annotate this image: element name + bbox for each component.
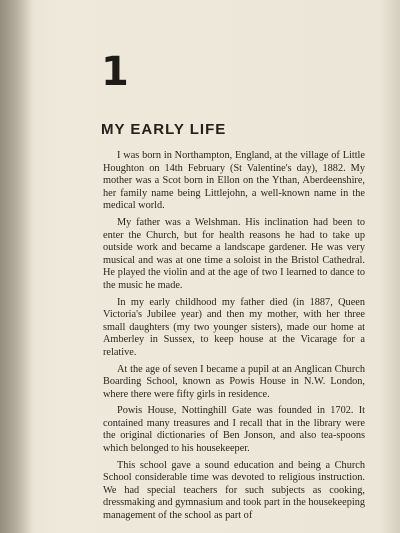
- paragraph: My father was a Welshman. His inclination had been to enter the Church, but for health reasons he had to take up outside work and became a landscape gardener. He was very musical and was at one time a soloist in the Bristol Cathedral. He played the violin and at the age of two I learned to dance to the music he made.: [103, 216, 365, 291]
- chapter-number: 1: [101, 49, 129, 95]
- gutter-shadow: [0, 0, 34, 533]
- paragraph: In my early childhood my father died (in 1887, Queen Victoria's Jubilee year) and then my mother, with her three small daughters (my two younger sisters), made our home at Amberley in Sussex, to keep house at the Vicarage for a relative.: [103, 296, 365, 358]
- paragraph: I was born in Northampton, England, at the village of Little Houghton on 14th February (St Valentine's day), 1882. My mother was a Scot born in Ellon on the Ythan, Aberdeenshire, her family name being Littlejohn, a well-known name in the medical world.: [103, 150, 365, 212]
- chapter-body: [103, 150, 365, 527]
- chapter-title: MY EARLY LIFE: [101, 121, 227, 138]
- paragraph: At the age of seven I became a pupil at an Anglican Church Boarding School, known as Powis House in N.W. London, where there were fifty girls in residence.: [103, 363, 365, 400]
- paragraph: This school gave a sound education and being a Church School considerable time was devoted to religious instruction. We had special teachers for such subjects as cooking, dressmaking and gymnasium and took part in the housekeeping management of the school as part of: [103, 459, 365, 522]
- book-page: [30, 0, 400, 533]
- paragraph: Powis House, Nottinghill Gate was founded in 1702. It contained many treasures and I recall that in the library were the original dictionaries of Ben Jonson, and also tea-spoons which belonged to his housekeeper.: [103, 405, 365, 455]
